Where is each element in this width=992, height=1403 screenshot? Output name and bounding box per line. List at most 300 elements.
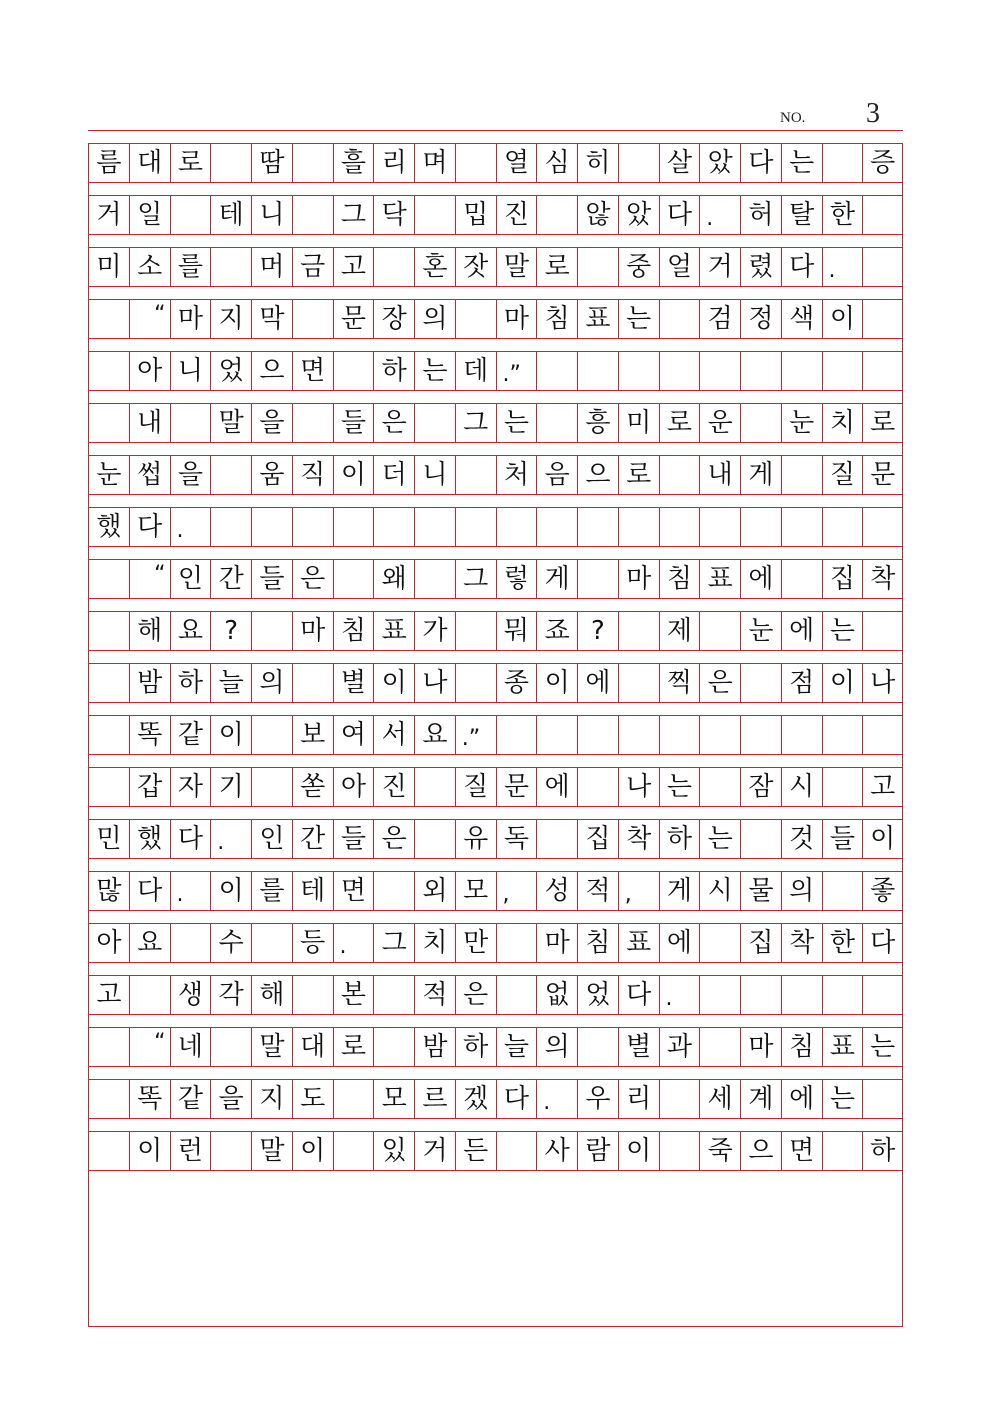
manuscript-cell: 같 bbox=[170, 1079, 211, 1119]
manuscript-cell bbox=[618, 507, 659, 547]
manuscript-cell: 금 bbox=[292, 247, 333, 287]
manuscript-cell: 아 bbox=[129, 351, 170, 391]
manuscript-cell: 테 bbox=[292, 871, 333, 911]
manuscript-cell: 겠 bbox=[455, 1079, 496, 1119]
manuscript-cell: 않 bbox=[577, 195, 618, 235]
manuscript-cell bbox=[414, 403, 455, 443]
manuscript-cell bbox=[251, 715, 292, 755]
manuscript-cell bbox=[577, 351, 618, 391]
manuscript-cell: 움 bbox=[251, 455, 292, 495]
manuscript-cell: 집 bbox=[577, 819, 618, 859]
manuscript-cell: 없 bbox=[536, 975, 577, 1015]
manuscript-row bbox=[88, 923, 903, 963]
manuscript-cell: 그 bbox=[455, 403, 496, 443]
manuscript-cell bbox=[88, 1131, 129, 1171]
manuscript-cell: 이 bbox=[822, 299, 863, 339]
manuscript-cell: 표 bbox=[577, 299, 618, 339]
manuscript-cell bbox=[333, 1079, 374, 1119]
manuscript-cell: ? bbox=[210, 611, 251, 651]
manuscript-cell bbox=[88, 663, 129, 703]
manuscript-cell: 히 bbox=[577, 143, 618, 183]
manuscript-cell bbox=[88, 767, 129, 807]
manuscript-cell: 열 bbox=[496, 143, 537, 183]
manuscript-cell: . bbox=[536, 1079, 577, 1119]
manuscript-cell: 외 bbox=[414, 871, 455, 911]
manuscript-cell: 과 bbox=[659, 1027, 700, 1067]
manuscript-cell bbox=[496, 975, 537, 1015]
manuscript-cell: 죽 bbox=[699, 1131, 740, 1171]
manuscript-cell bbox=[496, 923, 537, 963]
manuscript-cell: 늘 bbox=[210, 663, 251, 703]
manuscript-cell: 증 bbox=[862, 143, 903, 183]
manuscript-cell bbox=[210, 247, 251, 287]
manuscript-cell: 모 bbox=[373, 1079, 414, 1119]
manuscript-row bbox=[88, 351, 903, 391]
manuscript-cell: 하 bbox=[373, 351, 414, 391]
manuscript-cell bbox=[170, 923, 211, 963]
manuscript-cell: 을 bbox=[210, 1079, 251, 1119]
manuscript-cell: 든 bbox=[455, 1131, 496, 1171]
manuscript-cell: 는 bbox=[414, 351, 455, 391]
manuscript-cell: 장 bbox=[373, 299, 414, 339]
manuscript-cell: 죠 bbox=[536, 611, 577, 651]
manuscript-cell bbox=[618, 143, 659, 183]
manuscript-cell: 았 bbox=[618, 195, 659, 235]
manuscript-cell bbox=[862, 715, 903, 755]
manuscript-row bbox=[88, 455, 903, 495]
manuscript-cell bbox=[496, 1131, 537, 1171]
manuscript-cell: 게 bbox=[659, 871, 700, 911]
manuscript-cell bbox=[536, 195, 577, 235]
manuscript-cell: 눈 bbox=[740, 611, 781, 651]
manuscript-cell bbox=[536, 819, 577, 859]
manuscript-cell: 이 bbox=[618, 1131, 659, 1171]
manuscript-row bbox=[88, 1131, 903, 1171]
manuscript-cell: 로 bbox=[170, 143, 211, 183]
manuscript-cell: 를 bbox=[170, 247, 211, 287]
manuscript-cell bbox=[862, 975, 903, 1015]
manuscript-cell: 들 bbox=[333, 403, 374, 443]
manuscript-cell bbox=[781, 559, 822, 599]
manuscript-cell: 해 bbox=[251, 975, 292, 1015]
manuscript-cell: 직 bbox=[292, 455, 333, 495]
manuscript-cell: 았 bbox=[699, 143, 740, 183]
manuscript-row bbox=[88, 611, 903, 651]
manuscript-cell bbox=[292, 507, 333, 547]
manuscript-cell: 내 bbox=[699, 455, 740, 495]
manuscript-cell: 사 bbox=[536, 1131, 577, 1171]
manuscript-cell bbox=[699, 975, 740, 1015]
manuscript-cell: 제 bbox=[659, 611, 700, 651]
manuscript-cell bbox=[333, 507, 374, 547]
manuscript-cell: 침 bbox=[333, 611, 374, 651]
manuscript-cell: 을 bbox=[170, 455, 211, 495]
manuscript-cell: 미 bbox=[88, 247, 129, 287]
manuscript-cell: 지 bbox=[210, 299, 251, 339]
manuscript-cell bbox=[210, 1027, 251, 1067]
manuscript-cell bbox=[699, 1027, 740, 1067]
manuscript-cell: 착 bbox=[781, 923, 822, 963]
manuscript-cell bbox=[88, 715, 129, 755]
manuscript-cell: 적 bbox=[577, 871, 618, 911]
manuscript-cell: 머 bbox=[251, 247, 292, 287]
manuscript-cell: 게 bbox=[740, 455, 781, 495]
manuscript-cell: 들 bbox=[251, 559, 292, 599]
manuscript-cell: 며 bbox=[414, 143, 455, 183]
manuscript-cell: 하 bbox=[455, 1027, 496, 1067]
manuscript-cell: 로 bbox=[618, 455, 659, 495]
manuscript-cell bbox=[822, 871, 863, 911]
manuscript-cell: 하 bbox=[170, 663, 211, 703]
manuscript-cell: 는 bbox=[618, 299, 659, 339]
manuscript-cell bbox=[414, 819, 455, 859]
manuscript-cell: 밤 bbox=[414, 1027, 455, 1067]
manuscript-cell: 의 bbox=[414, 299, 455, 339]
manuscript-cell: 그 bbox=[455, 559, 496, 599]
manuscript-cell: 집 bbox=[740, 923, 781, 963]
manuscript-cell bbox=[88, 1079, 129, 1119]
manuscript-cell: 많 bbox=[88, 871, 129, 911]
manuscript-cell: 했 bbox=[129, 819, 170, 859]
manuscript-cell: 는 bbox=[659, 767, 700, 807]
manuscript-cell: 정 bbox=[740, 299, 781, 339]
manuscript-cell: 것 bbox=[781, 819, 822, 859]
manuscript-row bbox=[88, 195, 903, 235]
manuscript-cell: 거 bbox=[414, 1131, 455, 1171]
manuscript-cell bbox=[536, 403, 577, 443]
manuscript-cell: ? bbox=[577, 611, 618, 651]
manuscript-cell bbox=[740, 975, 781, 1015]
manuscript-cell: 만 bbox=[455, 923, 496, 963]
manuscript-cell: 에 bbox=[781, 611, 822, 651]
manuscript-cell: 는 bbox=[822, 611, 863, 651]
manuscript-cell: 는 bbox=[781, 143, 822, 183]
manuscript-cell bbox=[88, 1027, 129, 1067]
manuscript-cell: 이 bbox=[536, 663, 577, 703]
manuscript-cell: 르 bbox=[414, 1079, 455, 1119]
manuscript-cell: “ bbox=[129, 559, 170, 599]
manuscript-cell: 말 bbox=[251, 1027, 292, 1067]
manuscript-cell: 서 bbox=[373, 715, 414, 755]
manuscript-cell: 똑 bbox=[129, 1079, 170, 1119]
manuscript-cell bbox=[414, 507, 455, 547]
manuscript-row bbox=[88, 975, 903, 1015]
manuscript-cell: 간 bbox=[292, 819, 333, 859]
manuscript-cell: 이 bbox=[292, 1131, 333, 1171]
manuscript-cell: 은 bbox=[373, 819, 414, 859]
manuscript-cell: 나 bbox=[862, 663, 903, 703]
manuscript-cell: 다 bbox=[170, 819, 211, 859]
manuscript-cell bbox=[455, 507, 496, 547]
manuscript-cell: 운 bbox=[699, 403, 740, 443]
manuscript-cell: 도 bbox=[292, 1079, 333, 1119]
manuscript-cell: 기 bbox=[210, 767, 251, 807]
manuscript-cell bbox=[333, 351, 374, 391]
manuscript-cell: 는 bbox=[822, 1079, 863, 1119]
manuscript-cell: 막 bbox=[251, 299, 292, 339]
manuscript-cell bbox=[210, 1131, 251, 1171]
manuscript-cell bbox=[618, 611, 659, 651]
manuscript-cell bbox=[373, 975, 414, 1015]
manuscript-cell: 썹 bbox=[129, 455, 170, 495]
manuscript-cell: 리 bbox=[618, 1079, 659, 1119]
manuscript-cell: 등 bbox=[292, 923, 333, 963]
manuscript-cell: 각 bbox=[210, 975, 251, 1015]
manuscript-cell bbox=[536, 715, 577, 755]
manuscript-cell bbox=[699, 923, 740, 963]
manuscript-cell: 문 bbox=[862, 455, 903, 495]
manuscript-row bbox=[88, 247, 903, 287]
manuscript-cell: 침 bbox=[659, 559, 700, 599]
manuscript-cell: 왜 bbox=[373, 559, 414, 599]
manuscript-row bbox=[88, 299, 903, 339]
manuscript-cell: .” bbox=[496, 351, 537, 391]
manuscript-cell: 다 bbox=[659, 195, 700, 235]
manuscript-cell: 검 bbox=[699, 299, 740, 339]
manuscript-cell bbox=[251, 767, 292, 807]
manuscript-cell bbox=[618, 663, 659, 703]
manuscript-cell: 그 bbox=[333, 195, 374, 235]
manuscript-cell bbox=[88, 403, 129, 443]
manuscript-cell: 마 bbox=[496, 299, 537, 339]
manuscript-cell: 종 bbox=[496, 663, 537, 703]
manuscript-cell bbox=[88, 611, 129, 651]
manuscript-cell bbox=[455, 663, 496, 703]
manuscript-cell: 에 bbox=[740, 559, 781, 599]
manuscript-cell: 밉 bbox=[455, 195, 496, 235]
manuscript-cell bbox=[781, 455, 822, 495]
manuscript-cell: 이 bbox=[210, 871, 251, 911]
manuscript-cell: 문 bbox=[496, 767, 537, 807]
manuscript-cell: 좋 bbox=[862, 871, 903, 911]
manuscript-cell bbox=[373, 247, 414, 287]
manuscript-cell bbox=[170, 195, 211, 235]
manuscript-cell bbox=[292, 143, 333, 183]
manuscript-cell: 한 bbox=[822, 923, 863, 963]
manuscript-cell: 찍 bbox=[659, 663, 700, 703]
page-number: 3 bbox=[866, 98, 880, 129]
manuscript-cell bbox=[862, 247, 903, 287]
manuscript-cell bbox=[414, 195, 455, 235]
manuscript-cell: 민 bbox=[88, 819, 129, 859]
manuscript-cell bbox=[659, 455, 700, 495]
manuscript-cell bbox=[536, 507, 577, 547]
manuscript-row bbox=[88, 559, 903, 599]
manuscript-cell: 시 bbox=[781, 767, 822, 807]
manuscript-cell: 침 bbox=[577, 923, 618, 963]
top-rule bbox=[88, 130, 903, 131]
manuscript-cell: 얼 bbox=[659, 247, 700, 287]
manuscript-cell: 었 bbox=[577, 975, 618, 1015]
manuscript-cell: 다 bbox=[740, 143, 781, 183]
manuscript-cell: 마 bbox=[740, 1027, 781, 1067]
manuscript-cell bbox=[740, 351, 781, 391]
manuscript-cell: 모 bbox=[455, 871, 496, 911]
manuscript-cell: 면 bbox=[333, 871, 374, 911]
manuscript-cell bbox=[88, 299, 129, 339]
manuscript-cell: 말 bbox=[251, 1131, 292, 1171]
manuscript-row bbox=[88, 1027, 903, 1067]
manuscript-cell bbox=[822, 351, 863, 391]
manuscript-cell bbox=[455, 455, 496, 495]
manuscript-cell: 밤 bbox=[129, 663, 170, 703]
manuscript-cell: 그 bbox=[373, 923, 414, 963]
manuscript-row bbox=[88, 819, 903, 859]
manuscript-cell: 아 bbox=[333, 767, 374, 807]
manuscript-cell: 똑 bbox=[129, 715, 170, 755]
manuscript-cell bbox=[88, 351, 129, 391]
manuscript-cell: 으 bbox=[740, 1131, 781, 1171]
manuscript-cell: . bbox=[170, 871, 211, 911]
manuscript-cell: 면 bbox=[292, 351, 333, 391]
manuscript-cell bbox=[577, 247, 618, 287]
manuscript-cell: 은 bbox=[292, 559, 333, 599]
manuscript-cell: 지 bbox=[251, 1079, 292, 1119]
manuscript-cell: 은 bbox=[699, 663, 740, 703]
manuscript-cell: 한 bbox=[822, 195, 863, 235]
manuscript-cell: 아 bbox=[88, 923, 129, 963]
manuscript-cell: 우 bbox=[577, 1079, 618, 1119]
manuscript-cell: 탈 bbox=[781, 195, 822, 235]
manuscript-cell: 표 bbox=[618, 923, 659, 963]
manuscript-cell: 인 bbox=[251, 819, 292, 859]
manuscript-cell: . bbox=[210, 819, 251, 859]
manuscript-cell: 심 bbox=[536, 143, 577, 183]
manuscript-cell: 흥 bbox=[577, 403, 618, 443]
manuscript-cell: 마 bbox=[170, 299, 211, 339]
manuscript-cell bbox=[618, 715, 659, 755]
manuscript-cell bbox=[862, 195, 903, 235]
manuscript-row bbox=[88, 143, 903, 183]
manuscript-cell: 진 bbox=[496, 195, 537, 235]
manuscript-cell: 면 bbox=[781, 1131, 822, 1171]
manuscript-cell: 나 bbox=[618, 767, 659, 807]
manuscript-cell: 을 bbox=[251, 403, 292, 443]
manuscript-row bbox=[88, 715, 903, 755]
manuscript-cell: 물 bbox=[740, 871, 781, 911]
manuscript-cell: 로 bbox=[333, 1027, 374, 1067]
manuscript-cell bbox=[659, 299, 700, 339]
manuscript-cell: 대 bbox=[129, 143, 170, 183]
manuscript-cell: 의 bbox=[536, 1027, 577, 1067]
manuscript-cell: 름 bbox=[88, 143, 129, 183]
manuscript-cell bbox=[210, 507, 251, 547]
manuscript-cell bbox=[822, 767, 863, 807]
manuscript-cell bbox=[781, 975, 822, 1015]
manuscript-cell: . bbox=[170, 507, 211, 547]
manuscript-cell bbox=[740, 663, 781, 703]
manuscript-cell bbox=[822, 1131, 863, 1171]
manuscript-cell: . bbox=[659, 975, 700, 1015]
manuscript-cell: , bbox=[618, 871, 659, 911]
manuscript-row bbox=[88, 663, 903, 703]
manuscript-cell: 진 bbox=[373, 767, 414, 807]
manuscript-cell bbox=[740, 819, 781, 859]
manuscript-cell: 음 bbox=[536, 455, 577, 495]
manuscript-cell bbox=[659, 1079, 700, 1119]
manuscript-cell bbox=[455, 299, 496, 339]
manuscript-cell: 거 bbox=[699, 247, 740, 287]
manuscript-cell bbox=[496, 507, 537, 547]
manuscript-cell bbox=[699, 611, 740, 651]
manuscript-cell bbox=[373, 871, 414, 911]
manuscript-cell: 색 bbox=[781, 299, 822, 339]
manuscript-cell bbox=[292, 975, 333, 1015]
manuscript-cell: 었 bbox=[210, 351, 251, 391]
manuscript-cell: 본 bbox=[333, 975, 374, 1015]
manuscript-cell: 다 bbox=[496, 1079, 537, 1119]
manuscript-cell: 고 bbox=[333, 247, 374, 287]
manuscript-row bbox=[88, 871, 903, 911]
manuscript-cell: 있 bbox=[373, 1131, 414, 1171]
manuscript-cell: 독 bbox=[496, 819, 537, 859]
manuscript-cell: 뭐 bbox=[496, 611, 537, 651]
manuscript-cell bbox=[577, 559, 618, 599]
manuscript-cell: 소 bbox=[129, 247, 170, 287]
manuscript-cell: 으 bbox=[577, 455, 618, 495]
manuscript-cell: 로 bbox=[659, 403, 700, 443]
manuscript-cell bbox=[455, 611, 496, 651]
manuscript-cell: 유 bbox=[455, 819, 496, 859]
manuscript-cell: 는 bbox=[699, 819, 740, 859]
manuscript-cell bbox=[740, 715, 781, 755]
manuscript-cell bbox=[862, 507, 903, 547]
manuscript-cell bbox=[292, 299, 333, 339]
manuscript-cell: 에 bbox=[659, 923, 700, 963]
manuscript-cell: 해 bbox=[129, 611, 170, 651]
manuscript-row bbox=[88, 507, 903, 547]
manuscript-cell: 를 bbox=[251, 871, 292, 911]
manuscript-cell: 하 bbox=[862, 1131, 903, 1171]
manuscript-cell bbox=[577, 715, 618, 755]
manuscript-cell bbox=[740, 403, 781, 443]
manuscript-cell bbox=[781, 715, 822, 755]
manuscript-row bbox=[88, 1079, 903, 1119]
manuscript-cell: 땀 bbox=[251, 143, 292, 183]
manuscript-cell: 들 bbox=[333, 819, 374, 859]
manuscript-cell: 데 bbox=[455, 351, 496, 391]
manuscript-cell: 이 bbox=[373, 663, 414, 703]
manuscript-cell bbox=[88, 559, 129, 599]
manuscript-cell: 간 bbox=[210, 559, 251, 599]
manuscript-cell: 늘 bbox=[496, 1027, 537, 1067]
manuscript-cell: 보 bbox=[292, 715, 333, 755]
manuscript-cell bbox=[699, 351, 740, 391]
manuscript-cell: 다 bbox=[618, 975, 659, 1015]
manuscript-cell: 들 bbox=[822, 819, 863, 859]
manuscript-cell: 는 bbox=[862, 1027, 903, 1067]
manuscript-cell bbox=[822, 975, 863, 1015]
manuscript-cell bbox=[170, 403, 211, 443]
manuscript-cell: 잣 bbox=[455, 247, 496, 287]
manuscript-cell bbox=[699, 507, 740, 547]
manuscript-cell: 처 bbox=[496, 455, 537, 495]
manuscript-cell: 니 bbox=[251, 195, 292, 235]
manuscript-cell: 허 bbox=[740, 195, 781, 235]
manuscript-cell: 마 bbox=[292, 611, 333, 651]
manuscript-cell: 침 bbox=[781, 1027, 822, 1067]
manuscript-cell bbox=[659, 1131, 700, 1171]
manuscript-cell bbox=[373, 507, 414, 547]
manuscript-cell: 리 bbox=[373, 143, 414, 183]
manuscript-cell bbox=[699, 767, 740, 807]
manuscript-cell: 다 bbox=[862, 923, 903, 963]
manuscript-cell: 요 bbox=[170, 611, 211, 651]
manuscript-cell bbox=[822, 715, 863, 755]
manuscript-cell: 에 bbox=[781, 1079, 822, 1119]
manuscript-cell: 살 bbox=[659, 143, 700, 183]
manuscript-cell: 눈 bbox=[781, 403, 822, 443]
